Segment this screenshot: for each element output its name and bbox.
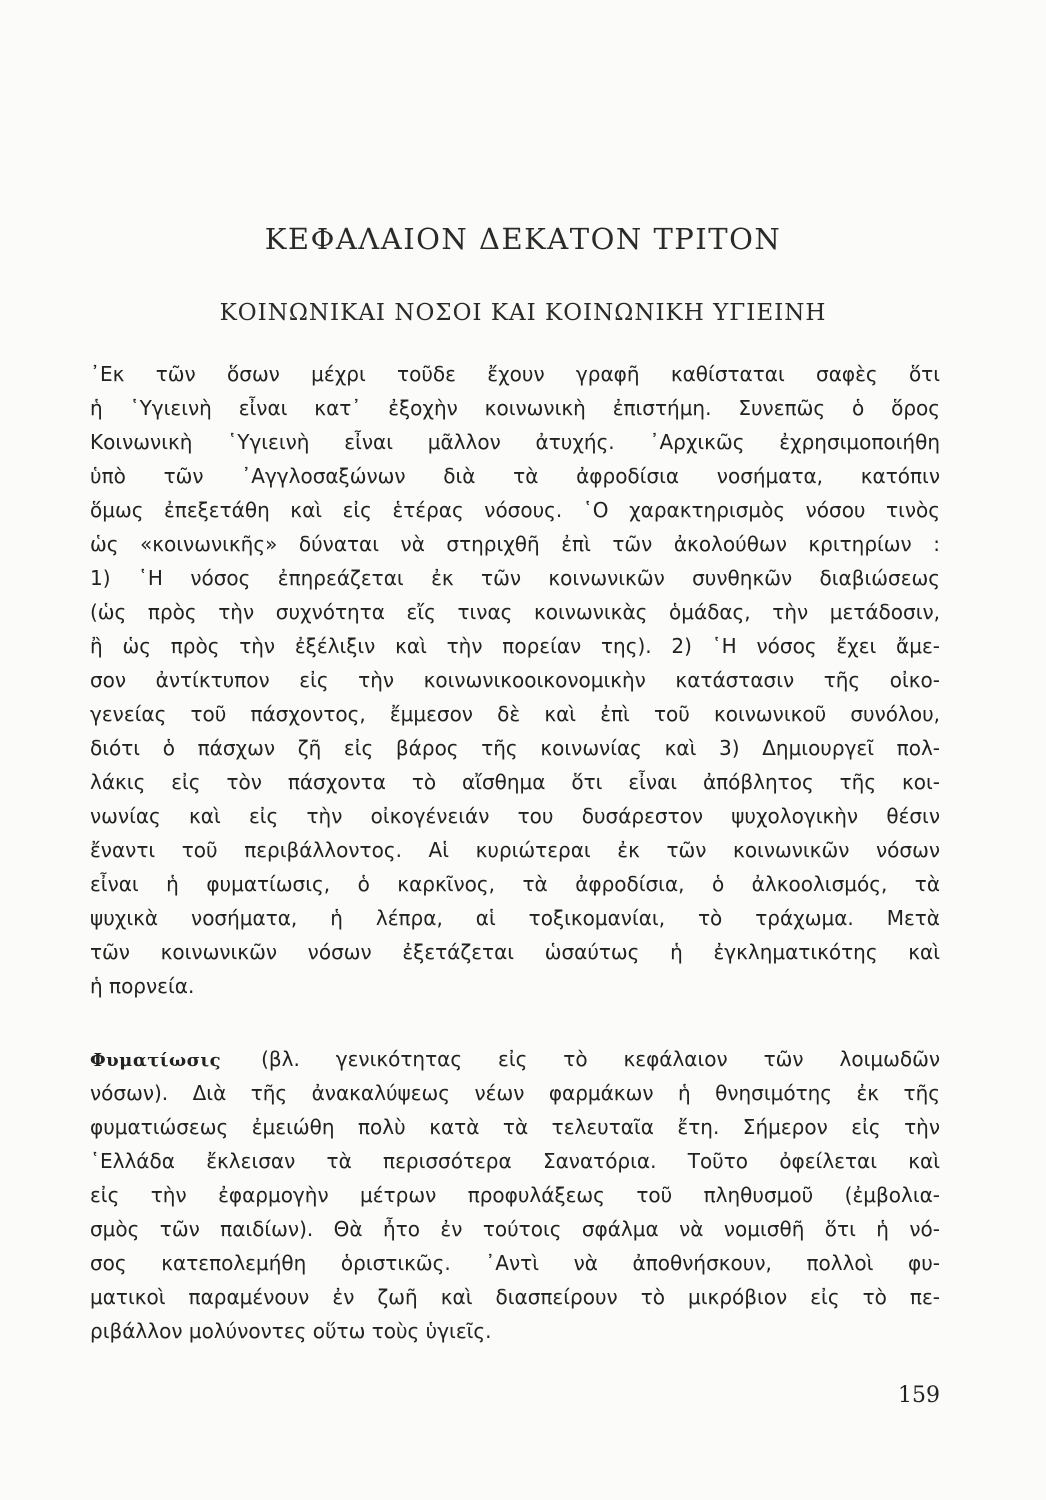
text-line: ὅμως ἐπεξετάθη καὶ εἰς ἑτέρας νόσους. ῾Ο χαρακτηρισμὸς νόσου τινὸς xyxy=(90,498,940,522)
text-line: ὑπὸ τῶν ᾿Αγγλοσαξώνων διὰ τὰ ἀφροδίσια νοσήματα, κατόπιν xyxy=(90,464,940,488)
text-line: εἶναι ἡ φυματίωσις, ὁ καρκῖνος, τὰ ἀφροδίσια, ὁ ἀλκοολισμός, τὰ xyxy=(90,872,940,896)
text-line: ριβάλλον μολύνοντες οὕτω τοὺς ὑγιεῖς. xyxy=(90,1319,492,1343)
text-line-first xyxy=(90,1042,940,1076)
text-line: ᾿Εκ τῶν ὅσων μέχρι τοῦδε ἔχουν γραφῆ καθίσταται σαφὲς ὅτι xyxy=(90,362,940,386)
text-line: Κοινωνικὴ ῾Υγιεινὴ εἶναι μᾶλλον ἀτυχής. ᾿Αρχικῶς ἐχρησιμοποιήθη xyxy=(90,430,940,454)
text-line: γενείας τοῦ πάσχοντος, ἔμμεσον δὲ καὶ ἐπὶ τοῦ κοινωνικοῦ συνόλου, xyxy=(90,702,940,726)
text-line: νόσων). Διὰ τῆς ἀνακαλύψεως νέων φαρμάκων ἡ θνησιμότης ἐκ τῆς xyxy=(90,1081,940,1105)
text-line: διότι ὁ πάσχων ζῆ εἰς βάρος τῆς κοινωνίας καὶ 3) Δημιουργεῖ πολ- xyxy=(90,736,940,760)
text-line: νωνίας καὶ εἰς τὴν οἰκογένειάν του δυσάρεστον ψυχολογικὴν θέσιν xyxy=(90,804,940,828)
text-line: ῾Ελλάδα ἔκλεισαν τὰ περισσότερα Σανατόρια. Τοῦτο ὀφείλεται καὶ xyxy=(90,1149,940,1173)
chapter-title: ΚΕΦΑΛΑΙΟΝ ΔΕΚΑΤΟΝ ΤΡΙΤΟΝ xyxy=(264,222,782,256)
text-line: ψυχικὰ νοσήματα, ἡ λέπρα, αἱ τοξικομανίαι, τὸ τράχωμα. Μετὰ xyxy=(90,906,940,930)
text-line: ἢ ὡς πρὸς τὴν ἐξέλιξιν καὶ τὴν πορείαν της). 2) ῾Η νόσος ἔχει ἄμε- xyxy=(90,634,940,658)
text-line: φυματιώσεως ἐμειώθη πολὺ κατὰ τὰ τελευταῖα ἔτη. Σήμερον εἰς τὴν xyxy=(90,1115,940,1139)
text-line: εἰς τὴν ἐφαρμογὴν μέτρων προφυλάξεως τοῦ πληθυσμοῦ (ἐμβολια- xyxy=(90,1183,940,1207)
text-line: ὡς «κοινωνικῆς» δύναται νὰ στηριχθῆ ἐπὶ τῶν ἀκολούθων κριτηρίων : xyxy=(90,532,940,556)
section-title: ΚΟΙΝΩΝΙΚΑΙ ΝΟΣΟΙ ΚΑΙ ΚΟΙΝΩΝΙΚΗ ΥΓΙΕΙΝΗ xyxy=(219,300,827,326)
term-heading: Φυματίωσις xyxy=(90,1050,222,1071)
text-fragment: (βλ. γενικότητας εἰς τὸ κεφάλαιον τῶν λοιμωδῶν xyxy=(261,1047,940,1071)
paragraph-intro xyxy=(90,357,940,1003)
text-line: ἡ ῾Υγιεινὴ εἶναι κατ᾿ ἐξοχὴν κοινωνικὴ ἐπιστήμη. Συνεπῶς ὁ ὅρος xyxy=(90,396,940,420)
text-line: σμὸς τῶν παιδίων). Θὰ ἦτο ἐν τούτοις σφάλμα νὰ νομισθῆ ὅτι ἡ νό- xyxy=(90,1217,940,1241)
paragraph-tuberculosis xyxy=(90,1042,940,1348)
text-line: ἔναντι τοῦ περιβάλλοντος. Αἱ κυριώτεραι ἐκ τῶν κοινωνικῶν νόσων xyxy=(90,838,940,862)
page-number: 159 xyxy=(898,1383,940,1408)
text-line: λάκις εἰς τὸν πάσχοντα τὸ αἴσθημα ὅτι εἶναι ἀπόβλητος τῆς κοι- xyxy=(90,770,940,794)
text-line: τῶν κοινωνικῶν νόσων ἐξετάζεται ὡσαύτως ἡ ἐγκληματικότης καὶ xyxy=(90,940,940,964)
text-line: σον ἀντίκτυπον εἰς τὴν κοινωνικοοικονομικὴν κατάστασιν τῆς οἰκο- xyxy=(90,668,940,692)
text-line: ἡ πορνεία. xyxy=(90,974,195,998)
text-line: ματικοὶ παραμένουν ἐν ζωῆ καὶ διασπείρουν τὸ μικρόβιον εἰς τὸ πε- xyxy=(90,1285,940,1309)
text-line: 1) ῾Η νόσος ἐπηρεάζεται ἐκ τῶν κοινωνικῶν συνθηκῶν διαβιώσεως xyxy=(90,566,940,590)
text-line: (ὡς πρὸς τὴν συχνότητα εἴς τινας κοινωνικὰς ὁμάδας, τὴν μετάδοσιν, xyxy=(90,600,940,624)
text-line: σος κατεπολεμήθη ὁριστικῶς. ᾿Αντὶ νὰ ἀποθνήσκουν, πολλοὶ φυ- xyxy=(90,1251,940,1275)
